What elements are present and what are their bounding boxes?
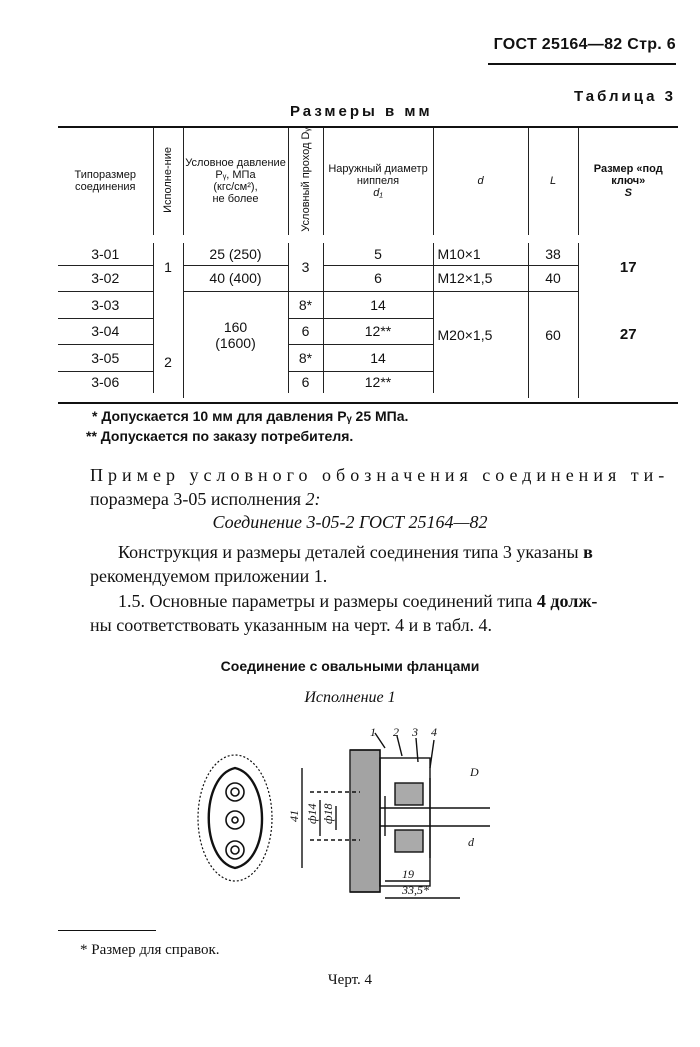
size-header-l1: Размер «под ключ» [593, 163, 663, 188]
clause-1-5-paragraph [90, 589, 676, 637]
dim-D: D [470, 765, 479, 779]
cell-pressure: 25 (250) [183, 239, 288, 266]
cell-type: 3-04 [58, 318, 153, 345]
cell-d-merged: M20×1,5 [433, 292, 528, 398]
cell-d: M10×1 [433, 239, 528, 266]
cell-type: 3-06 [58, 371, 153, 398]
table-footnote-2: ** Допускается по заказу потребителя. [86, 428, 354, 444]
cell-pressure-merged [183, 292, 288, 398]
dim-41: 41 [287, 810, 301, 822]
pressure-header-l1: Условное давление [185, 157, 286, 170]
cell-d1: 12** [323, 371, 433, 398]
cell-bore: 8* [288, 292, 323, 319]
oval-flange-top-view [198, 755, 272, 881]
dim-phi18: ф18 [321, 803, 335, 824]
size-header-l2: S [624, 187, 632, 200]
table-title: Таблица 3 [573, 88, 676, 105]
cell-d1: 14 [323, 345, 433, 372]
construction-line-1: Конструкция и размеры деталей соединения типа 3 указаны в [118, 542, 593, 562]
page-header: ГОСТ 25164—82 Стр. 6 [493, 36, 676, 53]
connection-drawing [190, 728, 680, 923]
cell-size-group: 27 [578, 292, 678, 398]
cell-L: 40 [528, 265, 578, 292]
table-row [58, 292, 678, 319]
cell-type: 3-05 [58, 345, 153, 372]
dim-d: d [468, 835, 474, 849]
cell-bore: 8* [288, 345, 323, 372]
col-header-d: d [433, 127, 528, 239]
example-line-2: поразмера 3-05 исполнения 2: [90, 489, 321, 509]
col-header-size [578, 127, 678, 239]
construction-paragraph [90, 540, 676, 588]
clause-line-2: ны соответствовать указанным на черт. 4 и в табл. 4. [90, 615, 493, 635]
dim-19: 19 [402, 867, 414, 881]
cell-d: M12×1,5 [433, 265, 528, 292]
cell-type: 3-02 [58, 265, 153, 292]
cell-pressure: 40 (400) [183, 265, 288, 292]
cell-bore-merged: 3 [288, 239, 323, 292]
drawing-labels [287, 728, 479, 897]
diameter-header-l1: Наружный диаметр ниппеля [328, 163, 428, 188]
col-header-L: L [528, 127, 578, 239]
cell-type: 3-03 [58, 292, 153, 319]
bore-header-text: Условный проход Dᵧ [299, 128, 312, 232]
callout-2: 2 [393, 728, 399, 739]
table-caption: Размеры в мм [290, 103, 433, 120]
cell-version-group: 2 [153, 292, 183, 398]
diameter-header-l2: d₁ [373, 187, 383, 200]
page-footnote: * Размер для справок. [80, 942, 220, 958]
example-line-1: Пример условного обозначения соединения ти- [90, 465, 670, 485]
pressure-header-l4: не более [212, 193, 259, 206]
cell-L-merged: 60 [528, 292, 578, 398]
table-bottom-rule [58, 402, 678, 404]
col-header-pressure [183, 127, 288, 239]
dim-33-5: 33,5* [402, 883, 429, 897]
callout-4: 4 [431, 728, 437, 739]
col-header-version [153, 127, 183, 239]
cell-d1: 14 [323, 292, 433, 319]
col-header-diameter [323, 127, 433, 239]
cell-version-group: 1 [153, 239, 183, 292]
cell-L: 38 [528, 239, 578, 266]
clause-line-1: 1.5. Основные параметры и размеры соединений типа 4 долж- [118, 591, 598, 611]
designation-example: Соединение 3-05-2 ГОСТ 25164—82 [212, 512, 488, 532]
table-row [58, 239, 678, 266]
pressure-value-kgf: (1600) [215, 334, 256, 351]
pressure-value-main: 160 [223, 318, 248, 335]
cell-d1: 12** [323, 318, 433, 345]
example-paragraph [90, 463, 676, 511]
footnote-rule [58, 930, 156, 931]
dim-phi14: ф14 [305, 803, 319, 824]
header-rule [488, 63, 676, 65]
dimensions-table [58, 126, 678, 403]
table-footnote-1: * Допускается 10 мм для давления Pᵧ 25 МПа. [92, 408, 409, 424]
callout-1: 1 [370, 728, 376, 739]
col-header-bore [288, 127, 323, 239]
cell-size-group: 17 [578, 239, 678, 292]
col-header-type: Типоразмер соединения [58, 127, 153, 239]
cell-bore: 6 [288, 318, 323, 345]
figure-caption: Черт. 4 [327, 972, 373, 988]
section-title: Соединение с овальными фланцами [220, 658, 480, 674]
cell-bore: 6 [288, 371, 323, 398]
section-subtitle: Исполнение 1 [304, 689, 396, 706]
cell-d1: 6 [323, 265, 433, 292]
cell-type: 3-01 [58, 239, 153, 266]
cell-d1: 5 [323, 239, 433, 266]
callout-3: 3 [412, 728, 418, 739]
version-header-text: Исполне-ние [162, 146, 174, 213]
pressure-header-l3: (кгс/см²), [213, 181, 258, 194]
construction-line-2: рекомендуемом приложении 1. [90, 566, 328, 586]
pressure-header-l2: Pᵧ, МПа [215, 169, 256, 182]
